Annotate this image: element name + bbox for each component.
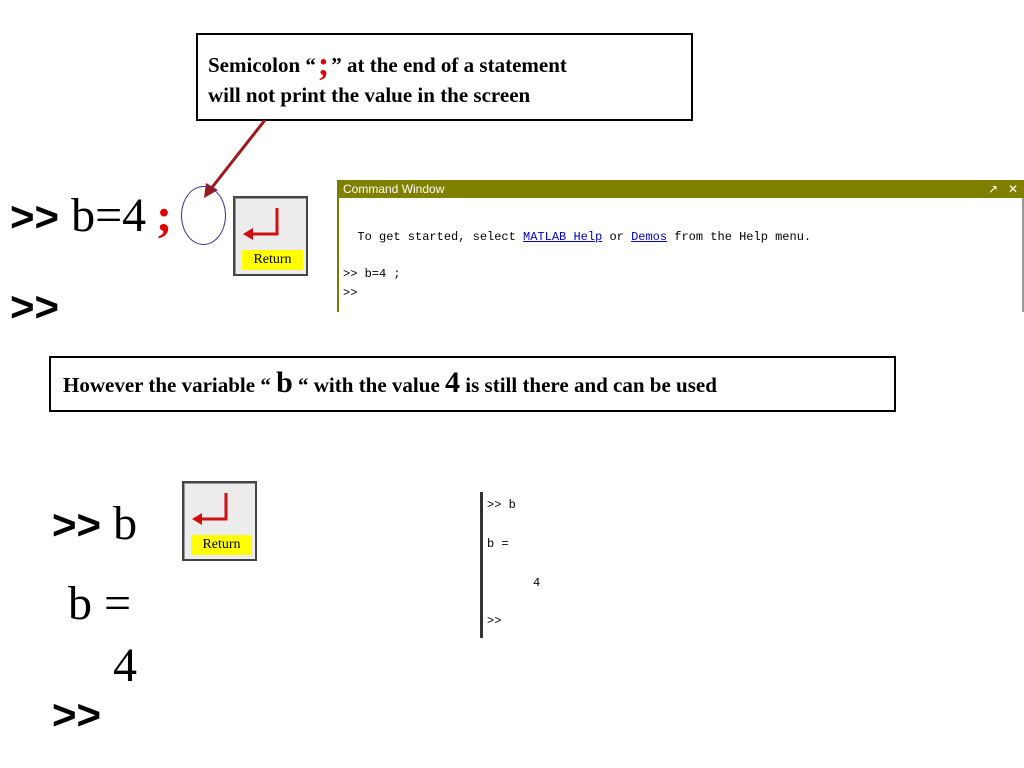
example1-statement-line [10,190,172,243]
return-key-icon [233,196,308,276]
info-value: 4 [445,366,461,399]
example2-command-line [52,498,137,551]
callout-semicolon: ; [317,46,330,83]
example2-prompt: >> [52,501,102,548]
command-window-cmd-line: >> b=4 ; [343,267,401,281]
example2-result-value: 4 [113,639,137,692]
close-icon[interactable]: ✕ [1007,182,1018,196]
example2-result-label: b = [68,577,132,630]
example1-next-prompt: >> [10,283,60,330]
command-window-intro: To get started, select MATLAB Help or Demos from the Help menu. [343,230,812,244]
example2-next-prompt: >> [52,691,102,738]
example1-semicolon: ; [156,189,173,242]
command-window-titlebar [339,180,1024,198]
example1-prompt: >> [10,193,60,240]
command-window [337,180,1024,312]
semicolon-callout [196,33,693,121]
example2-command: b [101,497,138,550]
callout-line-2: will not print the value in the screen [208,83,531,107]
console-line-label: b = [487,537,509,551]
console-line-command: >> b [487,498,516,512]
info-box: However the variable “ b “ with the value 4 is still there and can be used [49,356,896,412]
demos-link[interactable]: Demos [631,230,668,244]
return-key-icon [182,481,257,561]
undock-icon[interactable]: ↗ [987,182,998,196]
command-window-title: Command Window [343,182,445,196]
return-key-label: Return [242,250,303,270]
info-variable: b [276,366,293,399]
semicolon-highlight-ring [181,186,226,245]
example1-statement: b=4 [59,189,147,242]
console-line-value: 4 [533,576,541,590]
matlab-help-link[interactable]: MATLAB Help [523,230,603,244]
console-output [480,492,660,638]
example1-next-line [10,280,59,333]
callout-line-1: Semicolon “;” at the end of a statement [208,46,567,83]
command-window-prompt-line: >> [343,286,358,300]
console-line-prompt: >> [487,614,502,628]
example2-next-line [52,688,101,741]
return-key-label: Return [191,535,252,555]
